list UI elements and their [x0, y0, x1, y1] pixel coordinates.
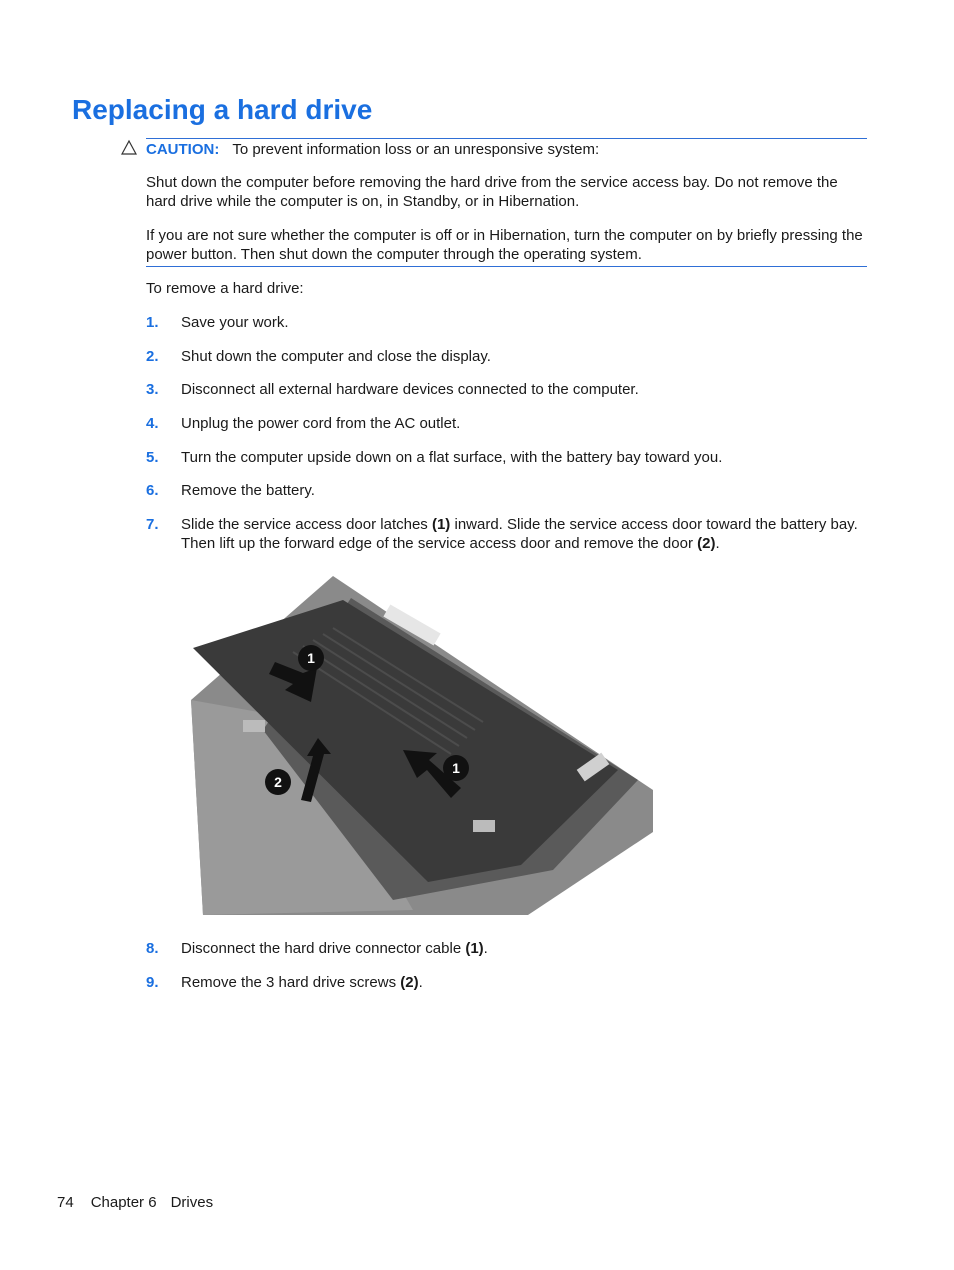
step-number: 8.: [146, 940, 159, 957]
step-text: Disconnect the hard drive connector cable (1).: [181, 940, 488, 957]
caution-heading: [146, 140, 599, 159]
step-number: 2.: [146, 348, 159, 365]
callout-badge: [443, 755, 469, 781]
page-footer: [57, 1193, 213, 1212]
caution-text: To prevent information loss or an unresponsive system:: [232, 141, 600, 158]
step-text: Disconnect all external hardware devices connected to the computer.: [181, 381, 639, 398]
footer-section: Drives: [170, 1194, 214, 1211]
step-number: 3.: [146, 381, 159, 398]
step-text: Turn the computer upside down on a flat surface, with the battery bay toward you.: [181, 449, 723, 466]
step-number: 1.: [146, 314, 159, 331]
service-door-removal-illustration: [183, 570, 663, 920]
page-number: 74: [57, 1194, 74, 1211]
step-text: Save your work.: [181, 314, 289, 331]
step-text: Remove the 3 hard drive screws (2).: [181, 974, 423, 991]
footer-chapter: Chapter 6: [90, 1194, 157, 1211]
step-number: 4.: [146, 415, 159, 432]
step-number: 5.: [146, 449, 159, 466]
latch-tab: [243, 720, 265, 732]
step-text: Unplug the power cord from the AC outlet.: [181, 415, 461, 432]
step-number: 9.: [146, 974, 159, 991]
step-number: 7.: [146, 516, 159, 533]
caution-paragraph-2: If you are not sure whether the computer is off or in Hibernation, turn the computer on by briefly pressing the power button. Then shut down the computer through the operating system.: [146, 227, 863, 263]
step-text: Slide the service access door latches (1) inward. Slide the service access door toward the battery bay. Then lift up the forward edge of the service access door and remove the door (2).: [181, 516, 858, 552]
callout-badge: [265, 769, 291, 795]
caution-label: CAUTION:: [146, 141, 220, 158]
step-number: 6.: [146, 482, 159, 499]
intro-text: To remove a hard drive:: [146, 280, 304, 297]
step-text: Remove the battery.: [181, 482, 315, 499]
svg-text:2: 2: [274, 774, 282, 790]
warning-triangle-icon: [121, 139, 137, 157]
svg-text:1: 1: [452, 760, 460, 776]
svg-text:1: 1: [307, 650, 315, 666]
caution-paragraph-1: Shut down the computer before removing the hard drive from the service access bay. Do not remove the hard drive while the computer is on, in Standby, or in Hibernation.: [146, 174, 838, 210]
callout-badge: [298, 645, 324, 671]
latch-tab: [473, 820, 495, 832]
step-text: Shut down the computer and close the display.: [181, 348, 491, 365]
page-title: Replacing a hard drive: [72, 94, 373, 125]
